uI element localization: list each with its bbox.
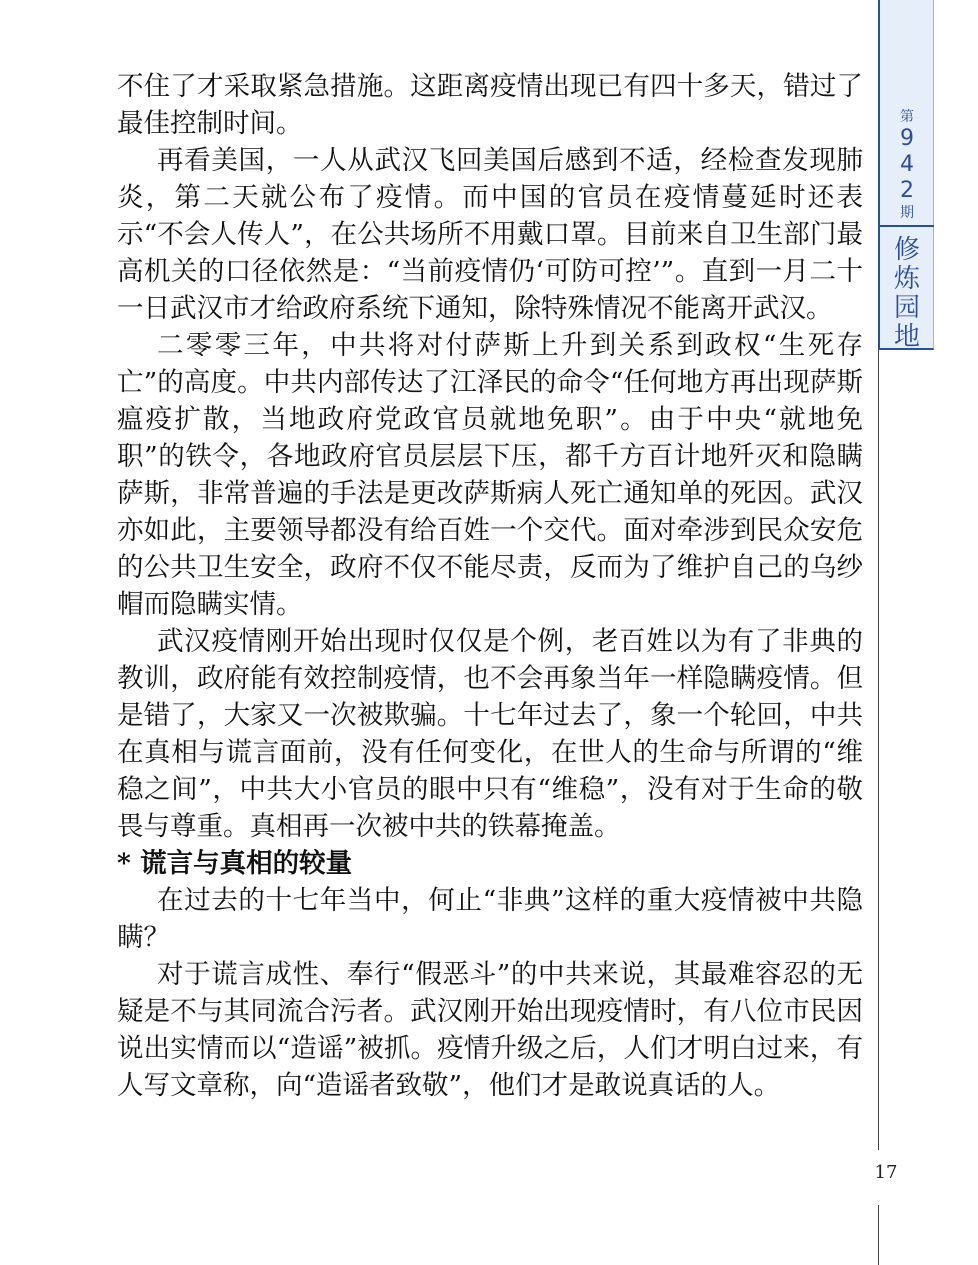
- paragraph: 对于谎言成性、奉行“假恶斗”的中共来说，其最难容忍的无疑是不与其同流合污者。武汉刚开始出现疫情时，有八位市民因说出实情而以“造谣”被抓。疫情升级之后，人们才明白过来，有人写文章称，向“造谣者致敬”，他们才是敢说真话的人。: [117, 959, 863, 1101]
- section-title: [880, 236, 934, 352]
- issue-digit: 4: [900, 152, 914, 177]
- paragraph: 二零零三年，中共将对付萨斯上升到关系到政权“生死存亡”的高度。中共内部传达了江泽民的命令“任何地方再出现萨斯瘟疫扩散，当地政府党政官员就地免职”。由于中央“就地免职”的铁令，各地政府官员层层下压，都千方百计地歼灭和隐瞒萨斯，非常普遍的手法是更改萨斯病人死亡通知单的死因。武汉亦如此，主要领导都没有给百姓一个交代。面对牵涉到民众安危的公共卫生安全，政府不仅不能尽责，反而为了维护自己的乌纱帽而隐瞒实情。: [117, 330, 863, 620]
- section-char: 地: [893, 322, 920, 352]
- page-number: 17: [874, 1162, 898, 1183]
- paragraph: 在过去的十七年当中，何止“非典”这样的重大疫情被中共隐瞒？: [117, 885, 863, 953]
- tab-divider: [880, 225, 934, 227]
- article-body: [117, 68, 863, 1104]
- issue-digit: 2: [900, 178, 914, 203]
- issue-suffix: 期: [900, 205, 914, 221]
- issue-prefix: 第: [900, 109, 914, 125]
- section-char: 园: [893, 293, 920, 323]
- issue-label: [880, 108, 934, 222]
- margin-rule: [878, 350, 879, 1150]
- paragraph: 不住了才采取紧急措施。这距离疫情出现已有四十多天，错过了最佳控制时间。: [117, 71, 863, 139]
- section-char: 炼: [893, 264, 920, 294]
- section-heading: * 谎言与真相的较量: [117, 848, 353, 879]
- section-char: 修: [893, 235, 920, 265]
- paragraph: 再看美国，一人从武汉飞回美国后感到不适，经检查发现肺炎，第二天就公布了疫情。而中国的官员在疫情蔓延时还表示“不会人传人”，在公共场所不用戴口罩。目前来自卫生部门最高机关的口径依然是：“当前疫情仍‘可防可控’”。直到一月二十一日武汉市才给政府系统下通知，除特殊情况不能离开武汉。: [117, 145, 863, 324]
- issue-tab: [878, 0, 934, 350]
- paragraph: 武汉疫情刚开始出现时仅仅是个例，老百姓以为有了非典的教训，政府能有效控制疫情，也不会再象当年一样隐瞒疫情。但是错了，大家又一次被欺骗。十七年过去了，象一个轮回，中共在真相与谎言面前，没有任何变化，在世人的生命与所谓的“维稳之间”，中共大小官员的眼中只有“维稳”，没有对于生命的敬畏与尊重。真相再一次被中共的铁幕掩盖。: [117, 626, 863, 842]
- issue-digit: 9: [900, 126, 914, 151]
- margin-rule: [878, 1205, 879, 1265]
